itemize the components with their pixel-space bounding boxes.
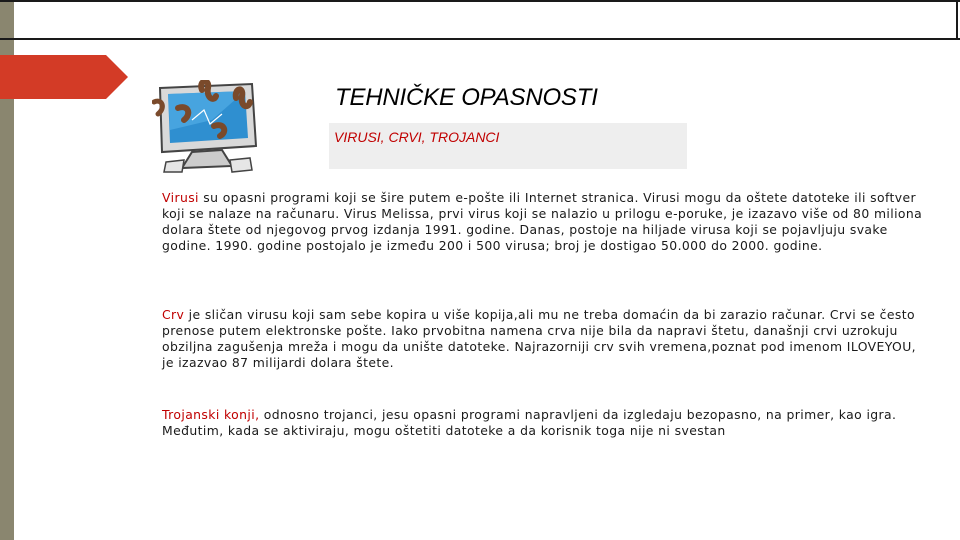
top-divider-line: [0, 0, 960, 2]
computer-worms-icon: [152, 80, 262, 176]
slide-subtitle: VIRUSI, CRVI, TROJANCI: [334, 129, 500, 145]
paragraph-trojanci: [162, 407, 932, 439]
term-virusi: Virusi: [162, 190, 199, 205]
paragraph-text: odnosno trojanci, jesu opasni programi napravljeni da izgledaju bezopasno, na primer, kao igra. Međutim, kada se aktiviraju, mogu oštetiti datoteke a da korisnik toga nije ni svestan: [162, 407, 897, 438]
slide-title: TEHNIČKE OPASNOSTI: [335, 84, 598, 111]
top-right-divider-line: [956, 0, 958, 38]
paragraph-text: su opasni programi koji se šire putem e-pošte ili Internet stranica. Virusi mogu da oštete datoteke ili softver koji se nalaze na računaru. Virus Melissa, prvi virus koji se nalazio u prilogu e-poruke, je izazavo više od 80 miliona dolara štete od njegovog prvog izdanja 1991. godine. Danas, postoje na hiljade virusa koji se pojavljuju svake godine. 1990. godine postojalo je između 200 i 500 virusa; broj je dostigao 50.000 do 2000. godine.: [162, 190, 923, 253]
term-crv: Crv: [162, 307, 185, 322]
term-trojanski-konji: Trojanski konji,: [162, 407, 260, 422]
arrow-tab-decoration: [0, 55, 128, 99]
paragraph-crv: [162, 307, 932, 371]
paragraph-text: je sličan virusu koji sam sebe kopira u više kopija,ali mu ne treba domaćin da bi zarazio računar. Crvi se često prenose putem elektronske pošte. Iako prvobitna namena crva nije bila da napravi štetu, današnji crvi uzrokuju obziljna zagušenja mreža i mogu da unište datoteke. Najrazorniji crv svih vremena,poznat pod imenom ILOVEYOU, je izazvao 87 milijardi dolara štete.: [162, 307, 917, 370]
subtitle-box: [329, 123, 687, 169]
header-divider-line: [0, 38, 960, 40]
paragraph-virusi: [162, 190, 932, 254]
